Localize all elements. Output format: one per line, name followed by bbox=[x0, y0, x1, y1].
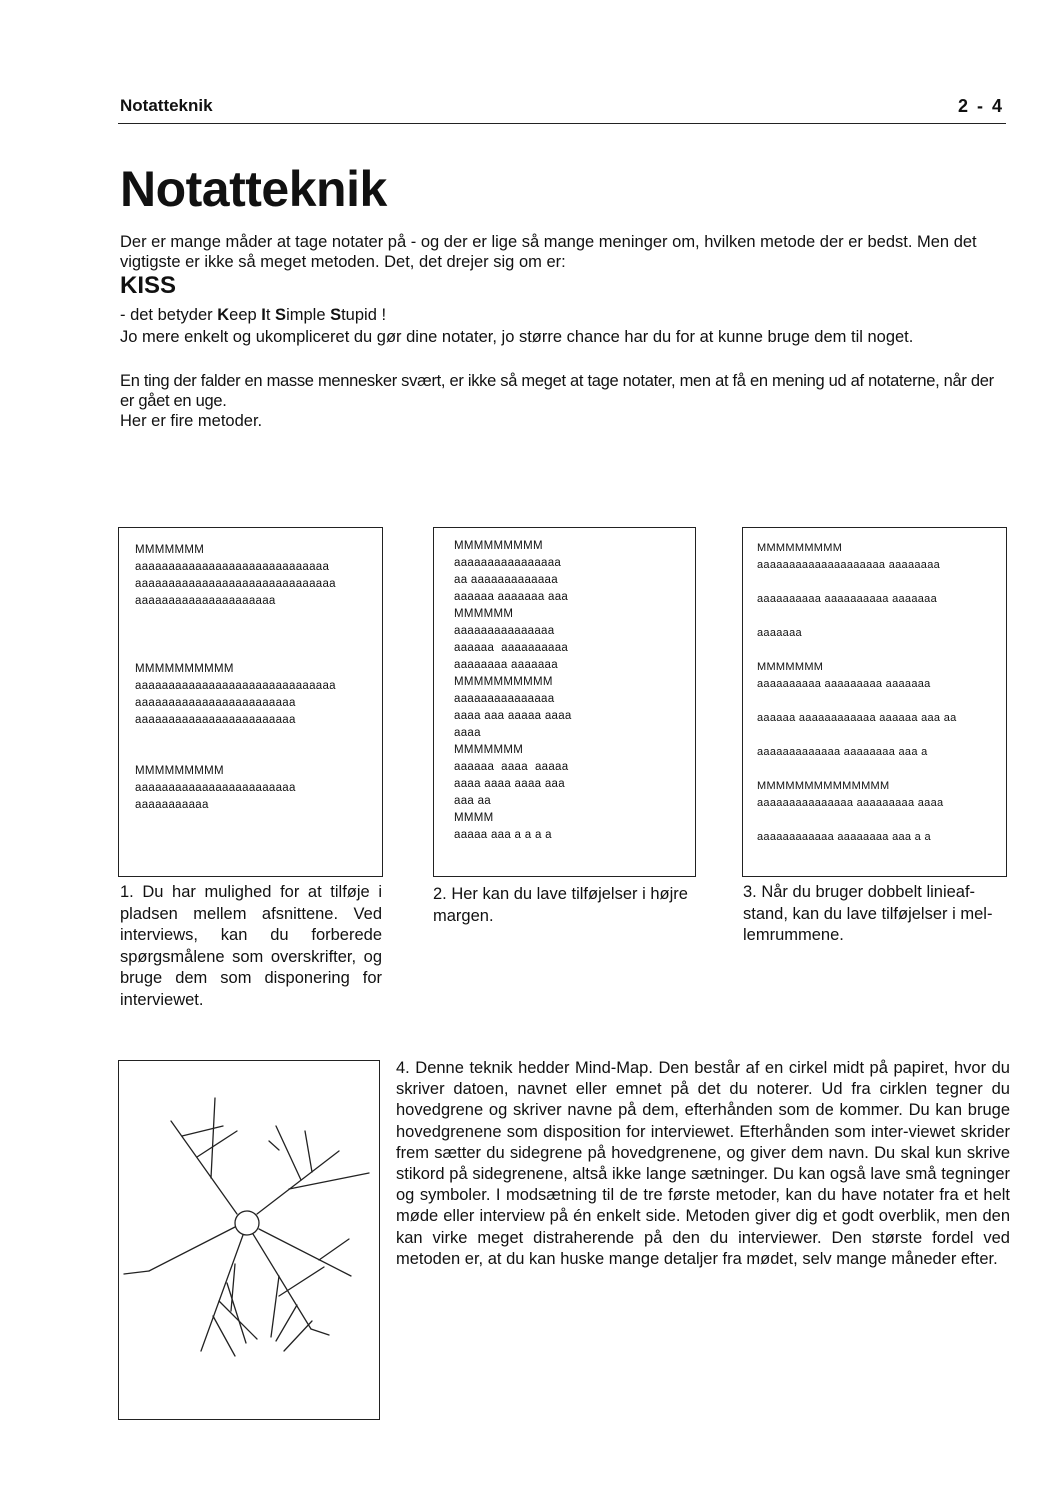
box1-line: aaaaaaaaaaaaaaaaaaaaaaaaaaaaaa bbox=[135, 578, 336, 590]
box1-line bbox=[135, 729, 336, 746]
box2-line: MMMMMMM bbox=[454, 744, 524, 756]
box1-line bbox=[135, 746, 336, 763]
box3-line bbox=[757, 642, 957, 659]
methods-intro: Her er fire metoder. bbox=[120, 412, 263, 430]
box1-line bbox=[135, 610, 336, 627]
box2-line: aaaaaa aaaaaaa aaa bbox=[454, 591, 569, 603]
intro-paragraph: Der er mange måder at tage notater på - og der er lige så mange meninger om, hvilken metode der er bedst. Men det vigtigste er ikke så meget metoden. Det, det drejer sig om er: bbox=[120, 233, 977, 271]
kiss-heading: KISS bbox=[120, 272, 177, 299]
box3-line bbox=[757, 608, 957, 625]
mindmap-center-circle bbox=[235, 1211, 259, 1235]
box2-line: aaaaaa aaaa aaaaa bbox=[454, 761, 569, 773]
box1-line: aaaaaaaaaaaaaaaaaaaaaaaaaaaaaa bbox=[135, 680, 336, 692]
mindmap-box bbox=[118, 1060, 380, 1420]
box2-line: aaaaaaaaaaaaaaaa bbox=[454, 557, 562, 569]
running-header-title: Notatteknik bbox=[120, 96, 213, 115]
box1-line: aaaaaaaaaaaaaaaaaaaaaaaa bbox=[135, 714, 296, 726]
box1-line: aaaaaaaaaaaaaaaaaaaaaaaaaaaaa bbox=[135, 561, 330, 573]
box1-line bbox=[135, 644, 336, 661]
box3-line bbox=[757, 693, 957, 710]
caption-method-1: 1. Du har mulighed for at tilføje i pladsen mellem afsnittene. Ved interviews, kan du forberede spørgsmålene som overskrifter, og bruge dem som disponering for interviewet. bbox=[120, 883, 382, 1009]
box3-line: aaaaaa aaaaaaaaaaaa aaaaaa aaa aa bbox=[757, 712, 957, 724]
box1-line: MMMMMMM bbox=[135, 544, 205, 556]
box3-line: aaaaaaaaaaaaaaaaaaaa aaaaaaaa bbox=[757, 559, 941, 571]
box3-line: MMMMMMMMMMMMMM bbox=[757, 780, 890, 792]
box3-line: aaaaaaaaaaaaa aaaaaaaa aaa a bbox=[757, 746, 928, 758]
header-rule bbox=[118, 123, 1006, 124]
box3-line bbox=[757, 812, 957, 829]
box2-line: aa aaaaaaaaaaaaa bbox=[454, 574, 558, 586]
box3-line bbox=[757, 727, 957, 744]
box2-line: MMMMMM bbox=[454, 608, 514, 620]
example-box-1 bbox=[118, 527, 383, 877]
box2-line: aaaaaaaaaaaaaaa bbox=[454, 625, 555, 637]
box3-line: aaaaaaaaaa aaaaaaaaa aaaaaaa bbox=[757, 678, 931, 690]
simplicity-paragraph: Jo mere enkelt og ukompliceret du gør dine notater, jo større chance har du for at kunne bruge dem til noget. bbox=[120, 328, 914, 346]
box1-line: MMMMMMMMM bbox=[135, 765, 224, 777]
mindmap-description: 4. Denne teknik hedder Mind-Map. Den består af en cirkel midt på papiret, hvor du skriver datoen, navnet eller emnet på det du noterer. Ud fra cirklen tegner du hovedgrene og skriver navne på dem, efterhånden som de kommer. Du kan bruge hovedgrenene som disposition for interviewet. Efterhånden som inter-viewet skrider frem sætter du sidegrene på hovedgrenene, og giver dem navn. Du skal kun skrive stikord på sidegrenene, altså ikke lange sætninger. Du kan også lave små tegninger og symboler. I modsætning til de tre første metoder, kan du have notater fra et helt møde eller interview på én enkelt side. Metoden giver dig et godt overblik, men den kan virke meget distraherende på den du interviewer. Den største fordel ved metoden er, at du kan huske mange detaljer fra mødet, selv mange måneder efter. bbox=[396, 1059, 1010, 1268]
kiss-explanation: - det betyder Keep It Simple Stupid ! bbox=[120, 306, 387, 324]
box3-line bbox=[757, 574, 957, 591]
page-title: Notatteknik bbox=[120, 161, 387, 217]
example-box-3-text bbox=[757, 540, 957, 846]
box2-line: MMMMMMMMM bbox=[454, 540, 543, 552]
box3-line: aaaaaaaaaa aaaaaaaaaa aaaaaaa bbox=[757, 593, 937, 605]
box3-line: MMMMMMMMM bbox=[757, 542, 843, 554]
example-box-2-text bbox=[454, 538, 572, 844]
box3-line: aaaaaaa bbox=[757, 627, 802, 639]
box3-line: aaaaaaaaaaaa aaaaaaaa aaa a a bbox=[757, 831, 931, 843]
box1-line: aaaaaaaaaaaaaaaaaaaaa bbox=[135, 595, 276, 607]
meaning-paragraph: En ting der falder en masse mennesker svært, er ikke så meget at tage notater, men at få en mening ud af notaterne, når der er gået en uge. bbox=[120, 372, 994, 410]
box2-line: aaaa aaa aaaaa aaaa bbox=[454, 710, 572, 722]
box2-line: aaaaaaaa aaaaaaa bbox=[454, 659, 558, 671]
page-number: 2 - 4 bbox=[957, 96, 1004, 116]
box2-line: aaaa bbox=[454, 727, 481, 739]
box3-line: MMMMMMM bbox=[757, 661, 824, 673]
mindmap-drawing bbox=[119, 1061, 379, 1419]
box1-line: aaaaaaaaaaaaaaaaaaaaaaaa bbox=[135, 697, 296, 709]
box2-line: aaaa aaaa aaaa aaa bbox=[454, 778, 565, 790]
box2-line: aaaaaaaaaaaaaaa bbox=[454, 693, 555, 705]
box3-line: aaaaaaaaaaaaaaa aaaaaaaaa aaaa bbox=[757, 797, 944, 809]
box2-line: aaaaaa aaaaaaaaaa bbox=[454, 642, 569, 654]
box2-line: aaaaa aaa a a a a bbox=[454, 829, 552, 841]
box1-line bbox=[135, 627, 336, 644]
caption-method-3: 3. Når du bruger dobbelt linieaf-stand, kan du lave tilføjelser i mel-lemrummene. bbox=[743, 883, 993, 944]
example-box-2 bbox=[433, 527, 696, 877]
box2-line: MMMM bbox=[454, 812, 494, 824]
box1-line: aaaaaaaaaaa bbox=[135, 799, 209, 811]
box2-line: MMMMMMMMMM bbox=[454, 676, 553, 688]
example-box-3 bbox=[742, 527, 1007, 877]
box3-line bbox=[757, 761, 957, 778]
box2-line: aaa aa bbox=[454, 795, 491, 807]
box1-line: MMMMMMMMMM bbox=[135, 663, 234, 675]
box1-line: aaaaaaaaaaaaaaaaaaaaaaaa bbox=[135, 782, 296, 794]
caption-method-2: 2. Her kan du lave tilføjelser i højre margen. bbox=[433, 885, 688, 925]
example-box-1-text bbox=[135, 542, 336, 814]
